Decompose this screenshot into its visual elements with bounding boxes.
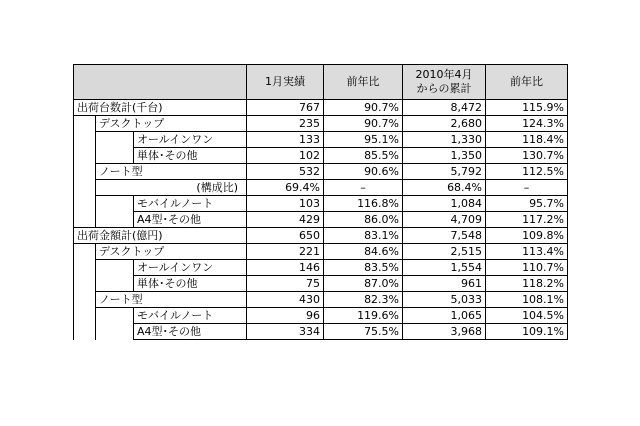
header-cumulative-yoy: 前年比 bbox=[486, 65, 568, 100]
row-label: ノート型 bbox=[96, 164, 247, 180]
header-monthly-result: 1月実績 bbox=[247, 65, 324, 100]
cell-cumulative: 2,680 bbox=[403, 116, 486, 132]
cell-cumulative-yoy: 118.2% bbox=[486, 276, 568, 292]
cell-monthly: 69.4% bbox=[247, 180, 324, 196]
cell-cumulative: 5,033 bbox=[403, 292, 486, 308]
table-row bbox=[74, 324, 568, 340]
cell-yoy: 82.3% bbox=[324, 292, 403, 308]
header-yoy: 前年比 bbox=[324, 65, 403, 100]
cell-cumulative-yoy: 95.7% bbox=[486, 196, 568, 212]
table-row bbox=[74, 228, 568, 244]
shipment-table bbox=[73, 64, 568, 340]
table-row bbox=[74, 196, 568, 212]
cell-monthly: 767 bbox=[247, 100, 324, 116]
indent-cell bbox=[74, 244, 96, 340]
cell-yoy: 75.5% bbox=[324, 324, 403, 340]
cell-cumulative-yoy: 113.4% bbox=[486, 244, 568, 260]
cell-cumulative-yoy: 112.5% bbox=[486, 164, 568, 180]
cell-monthly: 133 bbox=[247, 132, 324, 148]
row-label: オールインワン bbox=[134, 132, 247, 148]
cell-cumulative: 7,548 bbox=[403, 228, 486, 244]
cell-cumulative-yoy: 124.3% bbox=[486, 116, 568, 132]
cell-cumulative-yoy: – bbox=[486, 180, 568, 196]
cell-cumulative-yoy: 117.2% bbox=[486, 212, 568, 228]
row-label: ノート型 bbox=[96, 292, 247, 308]
cell-yoy: 116.8% bbox=[324, 196, 403, 212]
cell-cumulative-yoy: 108.1% bbox=[486, 292, 568, 308]
cell-cumulative: 961 bbox=[403, 276, 486, 292]
row-label: A4型･その他 bbox=[134, 324, 247, 340]
cell-monthly: 429 bbox=[247, 212, 324, 228]
table-row bbox=[74, 308, 568, 324]
cell-monthly: 103 bbox=[247, 196, 324, 212]
table-row bbox=[74, 164, 568, 180]
cell-yoy: 119.6% bbox=[324, 308, 403, 324]
cell-cumulative: 3,968 bbox=[403, 324, 486, 340]
indent-cell bbox=[96, 132, 134, 164]
cell-cumulative-yoy: 109.8% bbox=[486, 228, 568, 244]
row-label: (構成比) bbox=[96, 180, 247, 196]
cell-cumulative: 8,472 bbox=[403, 100, 486, 116]
indent-cell bbox=[96, 196, 134, 228]
cell-yoy: 85.5% bbox=[324, 148, 403, 164]
row-label: モバイルノート bbox=[134, 196, 247, 212]
cell-yoy: 86.0% bbox=[324, 212, 403, 228]
header-cumulative bbox=[403, 65, 486, 100]
cell-cumulative: 4,709 bbox=[403, 212, 486, 228]
row-label: 単体･その他 bbox=[134, 148, 247, 164]
cell-yoy: – bbox=[324, 180, 403, 196]
cell-monthly: 235 bbox=[247, 116, 324, 132]
cell-yoy: 90.6% bbox=[324, 164, 403, 180]
cell-monthly: 96 bbox=[247, 308, 324, 324]
table-row bbox=[74, 292, 568, 308]
cell-cumulative-yoy: 109.1% bbox=[486, 324, 568, 340]
cell-cumulative-yoy: 130.7% bbox=[486, 148, 568, 164]
table-row bbox=[74, 276, 568, 292]
cell-yoy: 90.7% bbox=[324, 116, 403, 132]
table-row bbox=[74, 244, 568, 260]
header-row bbox=[74, 65, 568, 100]
row-label: オールインワン bbox=[134, 260, 247, 276]
cell-cumulative-yoy: 104.5% bbox=[486, 308, 568, 324]
table-row bbox=[74, 212, 568, 228]
cell-monthly: 532 bbox=[247, 164, 324, 180]
table-row bbox=[74, 100, 568, 116]
cell-yoy: 95.1% bbox=[324, 132, 403, 148]
cell-yoy: 83.5% bbox=[324, 260, 403, 276]
cell-yoy: 90.7% bbox=[324, 100, 403, 116]
cell-cumulative: 5,792 bbox=[403, 164, 486, 180]
table-row bbox=[74, 260, 568, 276]
table-row bbox=[74, 132, 568, 148]
row-label: デスクトップ bbox=[96, 244, 247, 260]
cell-cumulative: 1,084 bbox=[403, 196, 486, 212]
cell-monthly: 221 bbox=[247, 244, 324, 260]
table-row bbox=[74, 116, 568, 132]
header-blank-cell bbox=[74, 65, 247, 100]
header-cumulative-line2: からの累計 bbox=[416, 82, 472, 95]
header-cumulative-line1: 2010年4月 bbox=[415, 68, 473, 81]
cell-monthly: 146 bbox=[247, 260, 324, 276]
indent-cell bbox=[96, 260, 134, 292]
cell-cumulative-yoy: 110.7% bbox=[486, 260, 568, 276]
row-label: A4型･その他 bbox=[134, 212, 247, 228]
cell-monthly: 75 bbox=[247, 276, 324, 292]
row-label: 単体･その他 bbox=[134, 276, 247, 292]
cell-yoy: 84.6% bbox=[324, 244, 403, 260]
cell-monthly: 102 bbox=[247, 148, 324, 164]
indent-cell bbox=[74, 116, 96, 228]
cell-cumulative: 1,330 bbox=[403, 132, 486, 148]
row-label: 出荷台数計(千台) bbox=[74, 100, 247, 116]
cell-cumulative: 1,350 bbox=[403, 148, 486, 164]
cell-yoy: 83.1% bbox=[324, 228, 403, 244]
indent-cell bbox=[96, 308, 134, 340]
row-label: 出荷金額計(億円) bbox=[74, 228, 247, 244]
row-label: モバイルノート bbox=[134, 308, 247, 324]
row-label: デスクトップ bbox=[96, 116, 247, 132]
cell-cumulative: 2,515 bbox=[403, 244, 486, 260]
cell-cumulative: 1,065 bbox=[403, 308, 486, 324]
cell-monthly: 334 bbox=[247, 324, 324, 340]
table-row bbox=[74, 180, 568, 196]
cell-cumulative-yoy: 118.4% bbox=[486, 132, 568, 148]
cell-monthly: 650 bbox=[247, 228, 324, 244]
cell-cumulative-yoy: 115.9% bbox=[486, 100, 568, 116]
cell-cumulative: 68.4% bbox=[403, 180, 486, 196]
cell-yoy: 87.0% bbox=[324, 276, 403, 292]
cell-cumulative: 1,554 bbox=[403, 260, 486, 276]
table-row bbox=[74, 148, 568, 164]
cell-monthly: 430 bbox=[247, 292, 324, 308]
